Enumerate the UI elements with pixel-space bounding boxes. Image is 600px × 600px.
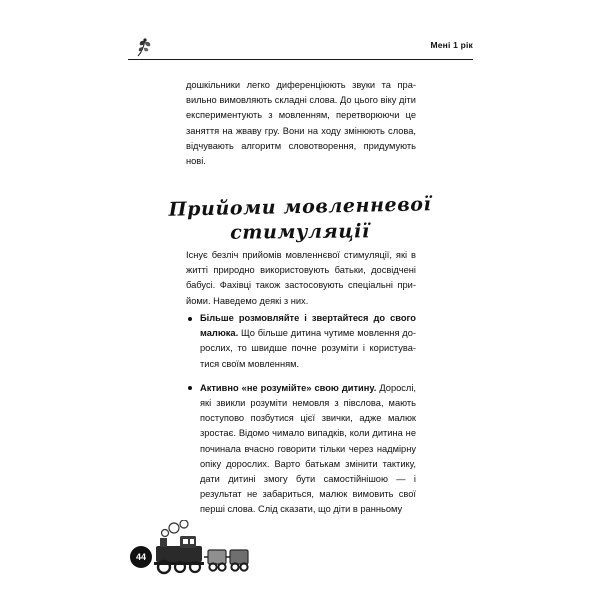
bullet-dot-icon	[188, 317, 192, 321]
list-item-text: Дорослі, які звикли розуміти немовля з півслова, мають поступово позбутися цієї звички, адже малюк зростає. Відомо чимало випадків, коли дитина не починала вчасно говорити тільки через надмірну опіку дорослих. Варто батькам змінити тактику, дати дитині змогу бути самостійнішою — і результат не забариться, малюк вимовить свої перші слова. Слід сказати, що діти в ранньому	[200, 382, 417, 515]
tips-list	[186, 311, 416, 518]
running-head-title: Мені 1 рік	[430, 40, 473, 50]
page-number: 44	[130, 546, 152, 568]
page-footer	[120, 520, 260, 580]
section-intro-block	[186, 248, 416, 309]
header-divider	[128, 59, 473, 60]
list-item	[186, 381, 416, 518]
section-heading	[150, 193, 450, 244]
list-item-text: Що більше дитина чутиме мовлення дорослих, то швидше почне розуміти і користуватися своїм мовленням.	[200, 328, 416, 369]
paragraph: Існує безліч прийомів мовленнєвої стимуляції, які в житті природно використовують батьки, досвідчені бабусі. Фахівці також застосовують спеціальні прийоми. Наведемо деякі з них.	[186, 250, 416, 306]
list-item	[186, 311, 416, 372]
toy-train-icon	[150, 520, 260, 578]
bullet-dot-icon	[188, 386, 192, 390]
paragraph: дошкільники легко диференціюють звуки та правильно вимовляють складні слова. До цього віку діти експериментують з мовленням, перетворюючи це заняття на жваву гру. Вони на ходу змінюють слова, відчувають алгоритм словотворення, придумують нові.	[186, 80, 416, 167]
list-item-lead: Активно «не розумійте» свою дитину.	[200, 382, 377, 393]
section-heading-line-2: стимуляції	[230, 220, 370, 244]
list-item-lead: Більше розмовляйте і звертайтеся до свого малюка.	[200, 313, 416, 339]
section-heading-line-1: Прийоми мовленневої	[168, 193, 432, 221]
leaf-sprig-icon	[132, 36, 158, 60]
intro-paragraph-block	[186, 78, 416, 169]
page-header	[128, 40, 473, 62]
